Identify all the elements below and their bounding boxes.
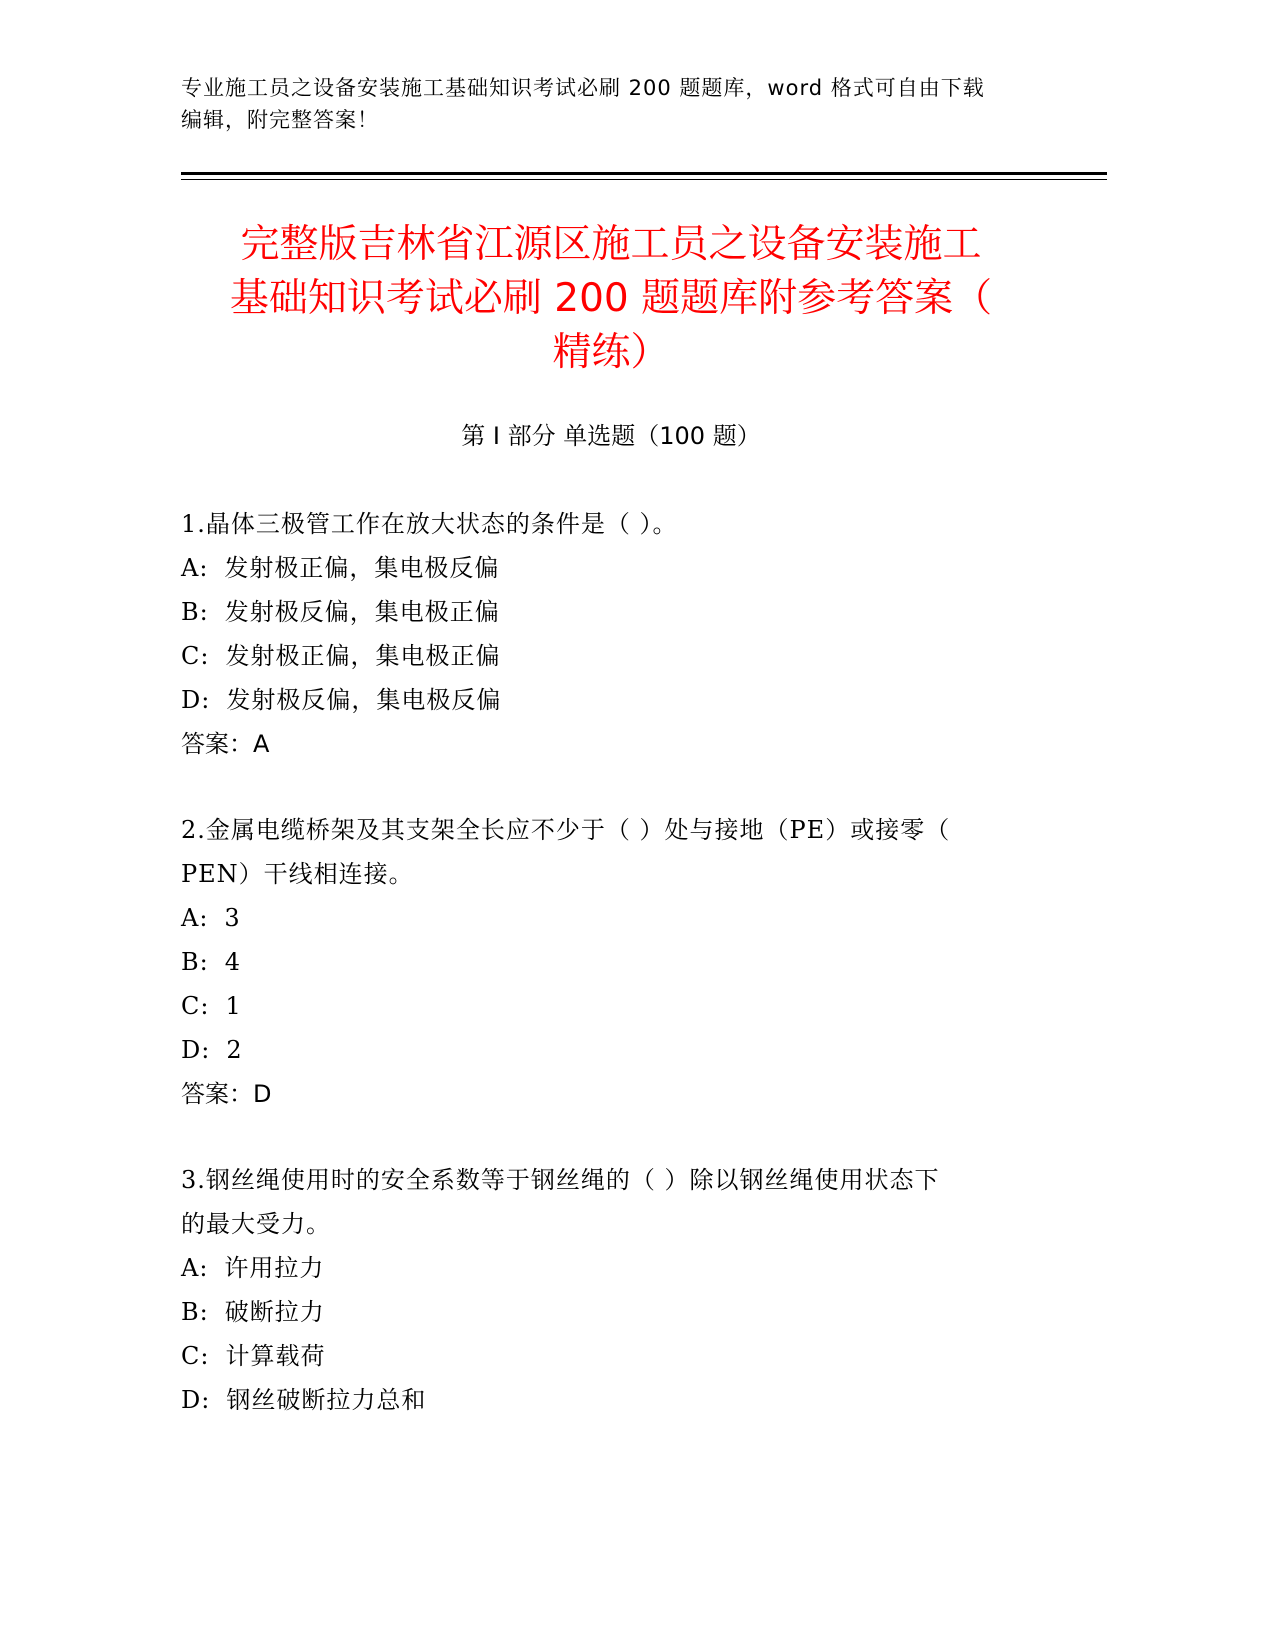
option-letter: A:: [181, 1254, 209, 1282]
option-text: 许用拉力: [224, 1254, 325, 1282]
option-text: 4: [224, 948, 242, 976]
option-letter: A:: [181, 904, 209, 932]
question-stem-line: PEN）干线相连接。: [181, 860, 414, 888]
option-text: 钢丝破断拉力总和: [226, 1386, 427, 1414]
title-line: 完整版吉林省江源区施工员之设备安装施工: [240, 222, 982, 267]
option-d: [181, 678, 1041, 722]
option-a: [181, 896, 1041, 940]
option-d: [181, 1028, 1041, 1072]
question-stem: [181, 808, 1041, 896]
document-title: [181, 218, 1041, 380]
option-text: 破断拉力: [224, 1298, 325, 1326]
option-b: [181, 590, 1041, 634]
option-letter: C:: [181, 1342, 210, 1370]
question-stem-line: 的最大受力。: [181, 1210, 331, 1238]
question-stem-line: 2.金属电缆桥架及其支架全长应不少于（ ）处与接地（PE）或接零（: [181, 816, 951, 844]
option-text: 1: [225, 992, 242, 1020]
option-b: [181, 940, 1041, 984]
option-letter: B:: [181, 1298, 209, 1326]
section-heading: 第 I 部分 单选题（100 题）: [461, 422, 761, 450]
option-letter: D:: [181, 686, 211, 714]
option-text: 发射极反偏，集电极正偏: [224, 598, 500, 626]
option-letter: B:: [181, 598, 209, 626]
question-block: [181, 808, 1041, 1116]
question-stem: [181, 502, 1041, 546]
title-line: 精练）: [552, 330, 670, 375]
header-note: [181, 72, 1041, 136]
answer-line: 答案：A: [181, 730, 270, 758]
option-letter: D:: [181, 1386, 211, 1414]
option-letter: D:: [181, 1036, 211, 1064]
header-divider-thin: [181, 179, 1107, 180]
option-c: [181, 1334, 1041, 1378]
option-b: [181, 1290, 1041, 1334]
option-text: 发射极正偏，集电极反偏: [224, 554, 500, 582]
question-stem-line: 3.钢丝绳使用时的安全系数等于钢丝绳的（ ）除以钢丝绳使用状态下: [181, 1166, 940, 1194]
header-divider-thick: [181, 172, 1107, 175]
option-letter: B:: [181, 948, 209, 976]
option-c: [181, 634, 1041, 678]
option-text: 计算载荷: [225, 1342, 326, 1370]
option-letter: C:: [181, 992, 210, 1020]
option-text: 发射极反偏，集电极反偏: [226, 686, 502, 714]
option-c: [181, 984, 1041, 1028]
title-line: 基础知识考试必刷 200 题题库附参考答案（: [229, 276, 993, 321]
option-letter: A:: [181, 554, 209, 582]
question-stem: [181, 1158, 1041, 1246]
question-block: [181, 502, 1041, 766]
option-text: 2: [226, 1036, 243, 1064]
option-text: 发射极正偏，集电极正偏: [225, 642, 501, 670]
option-a: [181, 1246, 1041, 1290]
answer-line: 答案：D: [181, 1080, 272, 1108]
question-block: [181, 1158, 1041, 1422]
option-d: [181, 1378, 1041, 1422]
header-note-line: 编辑，附完整答案！: [181, 108, 379, 132]
option-a: [181, 546, 1041, 590]
header-note-line: 专业施工员之设备安装施工基础知识考试必刷 200 题题库，word 格式可自由下载: [181, 76, 985, 100]
option-letter: C:: [181, 642, 210, 670]
question-stem-line: 1.晶体三极管工作在放大状态的条件是（ ）。: [181, 510, 678, 538]
option-text: 3: [224, 904, 241, 932]
